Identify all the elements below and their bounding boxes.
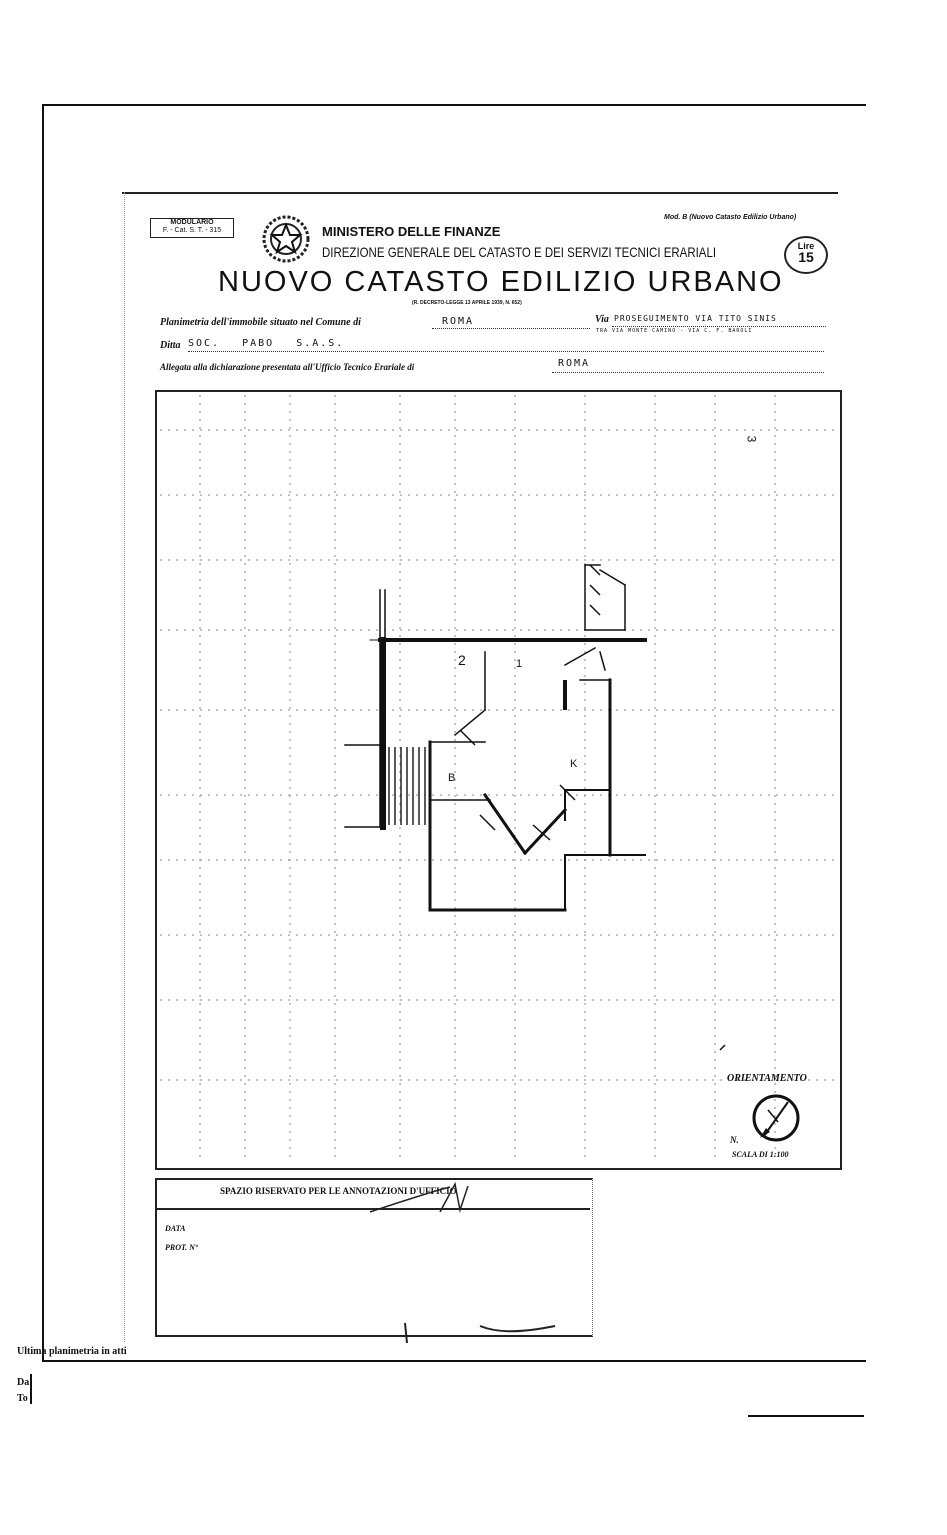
prot-label: PROT. N° [165,1243,199,1252]
room-label-3: 3 [744,435,759,443]
ditta-value: SOC. PABO S.A.S. [188,338,345,349]
lire-label: Lire [797,241,815,251]
ultima-planimetria-label: Ultima planimetria in atti [17,1346,127,1357]
comune-value: ROMA [442,316,475,327]
comune-line [432,328,590,329]
north-label: N. [730,1135,739,1145]
signature-mark [360,1182,560,1222]
decree-label: (R. DECRETO-LEGGE 13 APRILE 1939, N. 652) [412,300,522,306]
room-label-b: B [448,772,456,784]
planimetria-label: Planimetria dell'immobile situato nel Comune di [160,317,361,328]
bottom-rule [748,1415,864,1417]
ufficio-value: ROMA [558,358,591,369]
floor-plan-drawing [155,390,842,1170]
lire-value: 15 [798,249,814,265]
direction-label: DIREZIONE GENERALE DEL CATASTO E DEI SERVIZI TECNICI ERARIALI [322,244,717,260]
room-label-k: K [570,758,578,770]
allegata-label: Allegata alla dichiarazione presentata all'Ufficio Tecnico Erariale di [160,362,415,372]
compass-icon [750,1092,802,1144]
lire-stamp [784,236,828,274]
modulario-box [150,218,234,238]
sheet-left-border [124,192,125,1342]
room-label-2: 2 [458,652,466,668]
ditta-line [188,351,824,352]
office-title: SPAZIO RISERVATO PER LE ANNOTAZIONI D'UFFICIO [220,1186,457,1196]
via-value: PROSEGUIMENTO VIA TITO SINIS [614,314,777,323]
modulario-code: F. - Cat. S. T. - 315 [162,227,222,234]
ditta-label: Ditta [160,340,181,351]
footer-to: To [17,1393,28,1404]
orientamento-label: ORIENTAMENTO [727,1073,807,1084]
modulario-label: MODULARIO [170,219,214,226]
allegata-line [552,372,824,373]
room-label-1: 1 [516,658,523,670]
sheet-top-border [122,192,838,194]
via-extra: TRA VIA MONTE CAMINO - VIA C. F. BAROLI [596,328,753,334]
republic-emblem [262,214,310,264]
via-line [612,326,826,327]
bottom-scribble [395,1318,595,1348]
data-label: DATA [165,1224,186,1233]
footer-da: Da [17,1377,30,1388]
document-title: NUOVO CATASTO EDILIZIO URBANO [218,266,784,298]
ministry-label: MINISTERO DELLE FINANZE [322,224,501,239]
scale-label: SCALA DI 1:100 [732,1150,789,1159]
mod-label: Mod. B (Nuovo Catasto Edilizio Urbano) [664,214,797,221]
via-label: Via [595,314,609,325]
footer-vertical-rule [30,1374,32,1404]
